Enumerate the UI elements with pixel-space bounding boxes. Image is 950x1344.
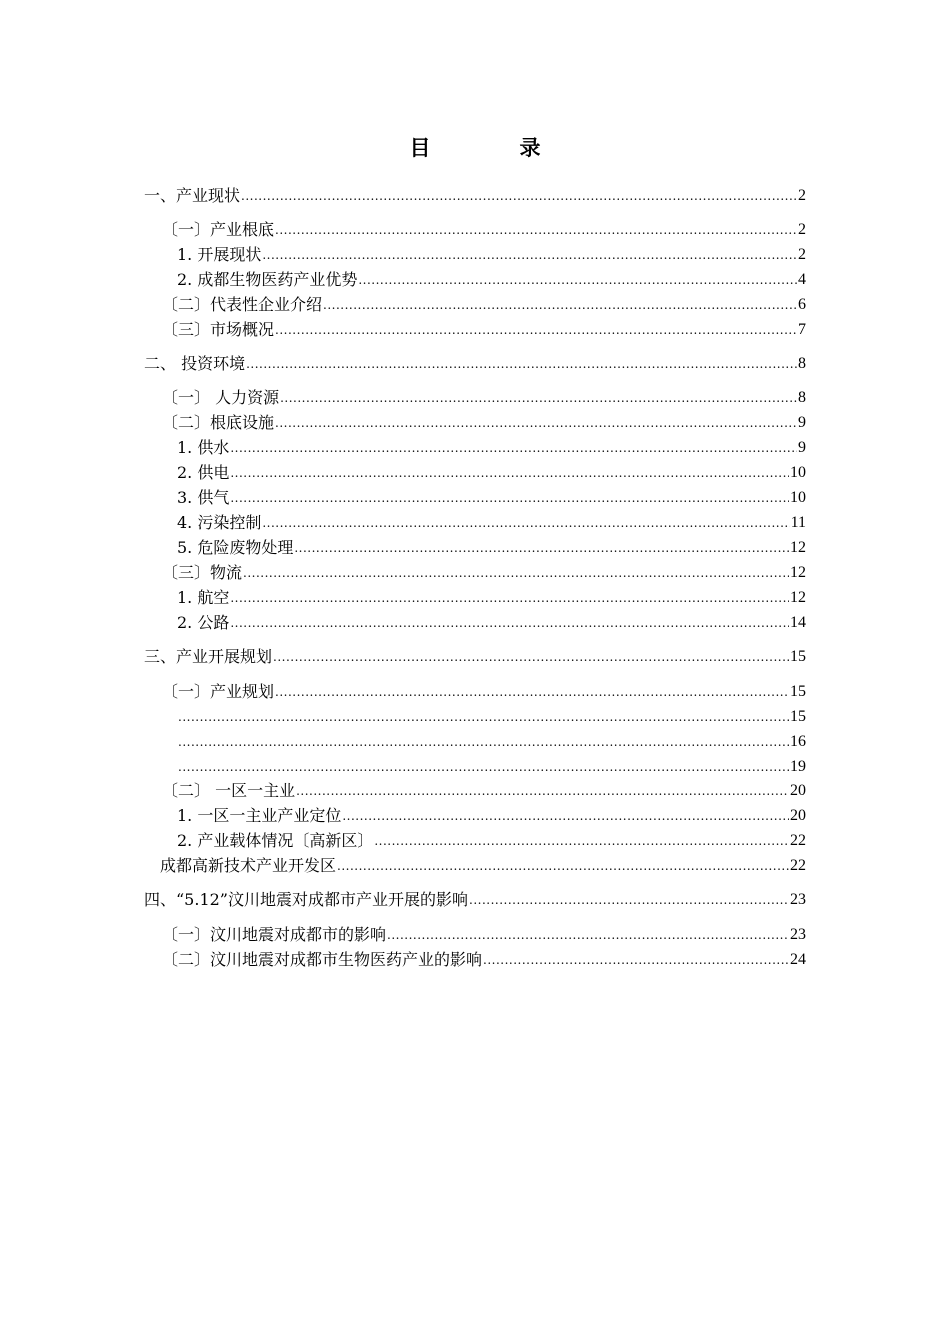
toc-entry[interactable] [162,779,806,801]
toc-entry[interactable] [162,561,806,583]
toc-entry[interactable] [144,645,806,667]
toc-dot-leader [230,441,797,455]
toc-dot-leader [294,541,789,555]
toc-entry-text: 3. 供气 [177,488,230,507]
toc-page-number: 22 [790,832,806,849]
toc-entry-text: 〔二〕代表性企业介绍 [162,295,323,314]
toc-dot-leader [230,616,789,630]
toc-dot-leader [469,893,789,907]
toc-dot-leader [342,809,789,823]
toc-page-number: 19 [790,758,806,775]
toc-dot-leader [275,223,797,237]
toc-page-number: 9 [798,439,806,456]
toc-dot-leader [280,391,797,405]
toc-entry[interactable] [162,680,806,702]
toc-page-number: 22 [790,857,806,874]
toc-entry[interactable] [177,730,806,752]
toc-dot-leader [275,685,789,699]
toc-entry-text: 〔一〕产业根底 [162,220,275,239]
toc-dot-leader [374,834,789,848]
toc-entry[interactable] [177,829,806,851]
toc-entry[interactable] [162,411,806,433]
toc-page-number: 23 [790,926,806,943]
toc-entry-text: 1. 供水 [177,438,230,457]
toc-entry-text: 2. 成都生物医药产业优势 [177,270,358,289]
toc-entry-text: 一、产业现状 [144,186,241,205]
toc-page-number: 10 [790,464,806,481]
toc-entry[interactable] [177,268,806,290]
toc-dot-leader [273,650,789,664]
toc-entry[interactable] [162,293,806,315]
toc-dot-leader [275,323,797,337]
toc-entry[interactable] [177,511,806,533]
toc-dot-leader [483,953,789,967]
toc-entry[interactable] [162,318,806,340]
toc-entry[interactable] [177,536,806,558]
toc-page-number: 23 [790,891,806,908]
toc-page-number: 8 [798,389,806,406]
toc-page-number: 2 [798,246,806,263]
toc-entry[interactable] [162,923,806,945]
toc-entry-text: 成都高新技术产业开发区 [160,856,337,875]
toc-entry-text: 二、 投资环境 [144,354,246,373]
toc-dot-leader [262,516,789,530]
toc-entry[interactable] [177,243,806,265]
toc-entry-text: 〔三〕市场概况 [162,320,275,339]
toc-dot-leader [387,928,789,942]
toc-page-number: 20 [790,807,806,824]
toc-entry-text: 5. 危险废物处理 [177,538,294,557]
toc-dot-leader [358,273,797,287]
toc-page-number: 15 [790,708,806,725]
toc-entry-text: 1. 一区一主业产业定位 [177,806,342,825]
toc-entry-text: 〔一〕汶川地震对成都市的影响 [162,925,387,944]
toc-entry-text: 〔二〕汶川地震对成都市生物医药产业的影响 [162,950,483,969]
toc-page-number: 4 [798,271,806,288]
toc-dot-leader [178,735,789,749]
toc-page-number: 12 [790,589,806,606]
toc-page-number: 8 [798,355,806,372]
toc-entry-text: 2. 公路 [177,613,230,632]
toc-page-number: 16 [790,733,806,750]
toc-entry[interactable] [177,586,806,608]
toc-page-number: 15 [790,648,806,665]
toc-entry[interactable] [177,486,806,508]
toc-page-number: 20 [790,782,806,799]
toc-page-number: 2 [798,187,806,204]
toc-dot-leader [230,491,789,505]
toc-page-number: 7 [798,321,806,338]
toc-entry-text: 〔二〕 一区一主业 [162,781,296,800]
toc-entry[interactable] [144,888,806,910]
toc-entry[interactable] [177,705,806,727]
toc-entry-text: 四、“5.12”汶川地震对成都市产业开展的影响 [144,890,468,909]
toc-entry[interactable] [177,461,806,483]
toc-dot-leader [241,189,797,203]
toc-page-number: 12 [790,564,806,581]
toc-entry[interactable] [144,352,806,374]
toc-dot-leader [296,784,789,798]
toc-dot-leader [323,298,797,312]
toc-dot-leader [230,466,789,480]
toc-page-number: 2 [798,221,806,238]
toc-page-number: 11 [790,514,806,531]
toc-entry[interactable] [144,184,806,206]
toc-dot-leader [230,591,789,605]
toc-entry-text: 2. 供电 [177,463,230,482]
toc-entry-text: 〔一〕 人力资源 [162,388,280,407]
toc-dot-leader [337,859,789,873]
toc-entry[interactable] [177,755,806,777]
toc-entry-text: 〔二〕根底设施 [162,413,275,432]
toc-entry[interactable] [177,804,806,826]
toc-entry-text: 〔三〕物流 [162,563,243,582]
toc-entry-text: 1. 航空 [177,588,230,607]
toc-dot-leader [178,710,789,724]
toc-dot-leader [243,566,789,580]
page-title: 目 录 [409,135,575,160]
toc-page-number: 12 [790,539,806,556]
toc-dot-leader [178,760,789,774]
toc-dot-leader [246,357,797,371]
toc-page-number: 15 [790,683,806,700]
toc-entry-text: 2. 产业载体情况〔高新区〕 [177,831,374,850]
toc-page-number: 14 [790,614,806,631]
toc-entry[interactable] [177,436,806,458]
toc-page-number: 10 [790,489,806,506]
toc-entry[interactable] [162,948,806,970]
toc-entry[interactable] [160,854,806,876]
toc-entry[interactable] [162,386,806,408]
toc-entry[interactable] [177,611,806,633]
toc-entry-text: 〔一〕产业规划 [162,682,275,701]
toc-page-number: 24 [790,951,806,968]
toc-entry[interactable] [162,218,806,240]
toc-entry-text: 三、产业开展规划 [144,647,273,666]
toc-dot-leader [275,416,797,430]
toc-entry-text: 1. 开展现状 [177,245,262,264]
toc-page-number: 6 [798,296,806,313]
toc-dot-leader [262,248,797,262]
toc-entry-text: 4. 污染控制 [177,513,262,532]
toc-page-number: 9 [798,414,806,431]
